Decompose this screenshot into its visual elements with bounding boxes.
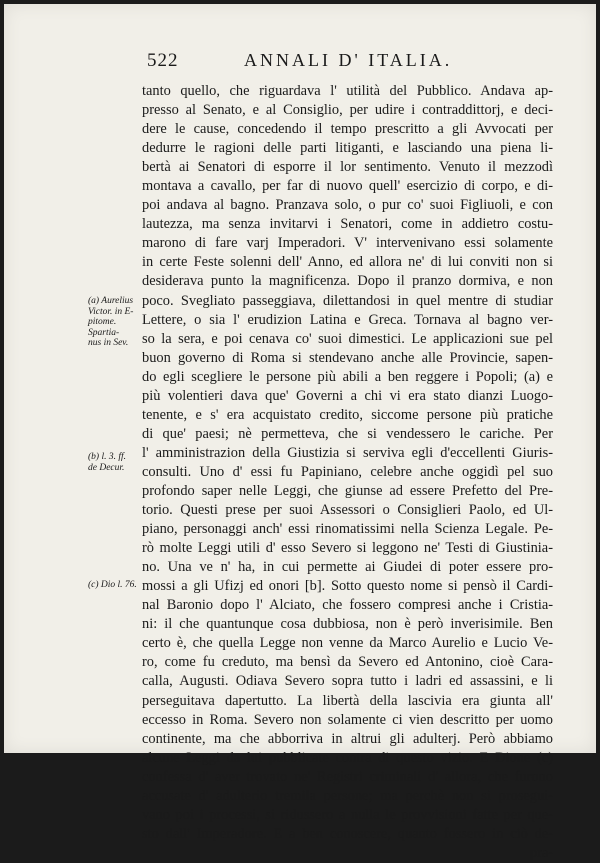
text-line: l' amministrazion della Giustizia si serviva egli d'eccellenti Giuris- [142,444,553,461]
text-line: di que' paesi; nè permetteva, che si vendessero le cariche. Per [142,425,553,442]
text-line: piano, personaggi anch' essi rinomatissimi nella Scienza Legale. Pe- [142,521,553,538]
margin-note-b [88,452,148,473]
text-line: torio. Questi prese per suoi Assessori o Consiglieri Paolo, ed Ul- [142,502,553,519]
margin-note-c [88,580,148,591]
margin-note-line: (b) l. 3. ff. [88,452,126,462]
text-line: mossi a gli Ufizj ed onori [b]. Sotto questo nome si pensò il Cardi- [142,578,553,595]
text-line: ni: il che quantunque cosa dubbiosa, non è però inverisimile. Ben [142,616,553,633]
margin-note-a [88,296,148,349]
running-title: ANNALI D' ITALIA. [244,50,453,70]
margin-note-line: de Decur. [88,462,125,473]
text-line: do egli scegliere le persone più abili a ben reggere i Popoli; (a) e [142,368,553,385]
text-line: tanto quello, che riguardava l' utilità del Pubblico. Andava ap- [142,83,553,99]
margin-note-line: pitome. [88,317,117,327]
text-line: rò molte Leggi utili d' esso Severo si leggono ne' Testi di Giustinia- [142,540,553,557]
text-line: bertà ai Senatori di esporre il lor sentimento. Venuto il mezzodì [142,159,553,176]
text-line: buon governo di Roma si stendevano anche alle Provincie, sapen- [142,349,553,366]
page-number: 522 [147,50,179,71]
margin-note-line: (c) Dio l. 76. [88,580,137,590]
text-line: so la sera, e poi cenava co' suoi dimestici. Le applicazioni sue pel [142,330,553,347]
text-line: dedurre le ragioni delle parti litiganti, e lasciando una piena li- [142,140,553,157]
text-line: confessa d' aver trovato ne' Registri criminali d' allora, che furono [142,768,553,785]
text-line: ro, come fu creduto, ma bensì da Severo ed Antonino, cioè Cara- [142,654,553,671]
text-line: poi andava al bagno. Pranzava solo, o pur co' suoi Figliuoli, e con [142,197,553,214]
text-line: lautezza, ma senza invitarvi i Senatori, come in addietro costu- [142,216,553,233]
body-text [142,82,553,863]
text-line: calla, Augusti. Odiava Severo sopra tutto i ladri ed assassini, e li [142,673,553,690]
text-line: dere le cause, concedendo il tempo prescritto a gli Avvocati per [142,121,553,138]
text-line: continente, ma che abborriva in altrui gli adulterj. Però abbiamo [142,730,553,747]
text-line: perseguitava dapertutto. La libertà della lascivia era giunta all' [142,692,553,709]
text-line: marono di fare varj Imperadori. V' intervenivano essi solamente [142,235,553,252]
text-line: in certe Feste solenni dell' Anno, ed allora ne' di lui conviti non si [142,254,553,271]
margin-note-line: Victor. in E- [88,306,134,317]
text-line: certo è, che quella Legge non venne da Marco Aurelio e Lucio Ve- [142,635,553,652]
text-line: accusate d' adulterio tremila persone; ma perchè non si prosegui- [142,787,553,804]
text-line: eccesso in Roma. Severo non solamente ci vien descritto per uomo [142,711,553,728]
margin-note-line: nus in Sev. [88,338,129,348]
text-line: Lettere, o sia l' erudizion Latina e Greca. Tornava al bagno ver- [142,311,553,328]
document-page [4,4,596,861]
text-line: vano poi i processi, si ridussero a nulla le provvisioni fatte per que- [142,806,553,823]
text-line: pra- [529,844,553,861]
text-line: poco. Svegliato passeggiava, dilettandosi in quel mentre di studiar [142,292,553,309]
page-header [4,50,596,76]
text-line: desiderava punto la magnificenza. Dopo il pranzo dormiva, e non [142,273,553,290]
text-line: nal Baronio dopo l' Alciato, che fossero compresi anche i Cristia- [142,597,553,614]
text-line: presso al Senato, e al Consiglio, per udire i contraddittorj, e deci- [142,102,553,119]
text-line: montava a cavallo, per far di nuovo quell' esercizio di corpo, e di- [142,178,553,195]
text-line: tenente, e s' era acquistato credito, siccome persone più pratiche [142,406,553,423]
margin-note-line: Spartia- [88,327,120,338]
margin-note-line: (a) Aurelius [88,296,134,306]
text-line: sto dall' Imperadore. E a ben conoscere, quanto fossero in ciò de- [142,825,553,842]
text-line: più volentieri dava que' Governi a chi vi era stato dianzi Luogo- [142,387,553,404]
text-line: profondo saper nelle Leggi, che giunse ad essere Prefetto del Pre- [142,482,553,499]
text-line: no. Una ve n' ha, in cui permette ai Giudei di poter essere pro- [142,559,553,576]
text-line: alcune Leggi da lui pubblicate contra di questo vizio. E Dione (c) [142,749,553,766]
text-line: consulti. Uno d' essi fu Papiniano, celebre anche oggidì pel suo [142,463,553,480]
